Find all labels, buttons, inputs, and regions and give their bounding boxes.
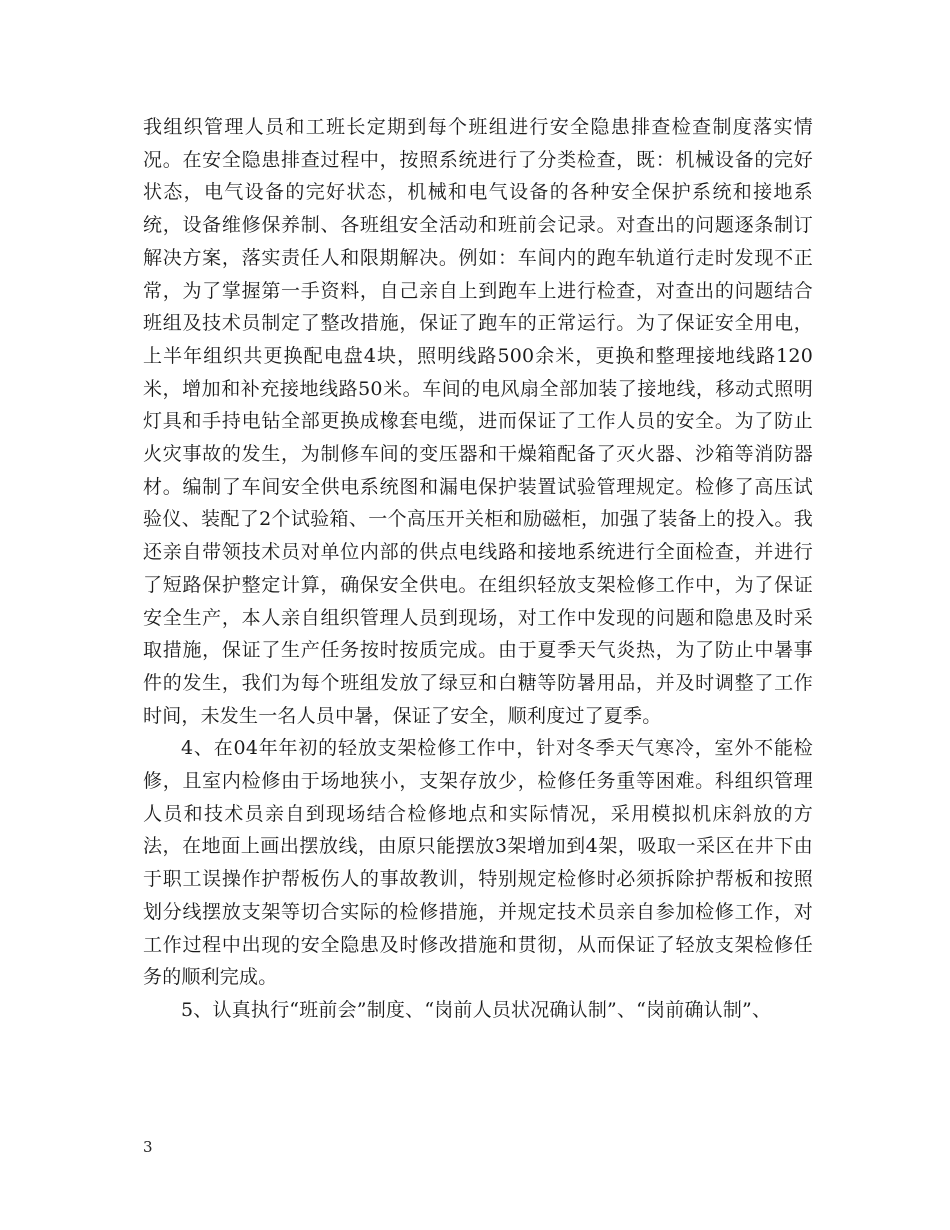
- paragraph-1: 我组织管理人员和工班长定期到每个班组进行安全隐患排查检查制度落实情况。在安全隐患排查过程中，按照系统进行了分类检查，既：机械设备的完好状态，电气设备的完好状态，机械和电气设备的各种安全保护系统和接地系统，设备维修保养制、各班组安全活动和班前会记录。对查出的问题逐条制订解决方案，落实责任人和限期解决。例如：车间内的跑车轨道行走时发现不正常，为了掌握第一手资料，自己亲自上到跑车上进行检查，对查出的问题结合班组及技术员制定了整改措施，保证了跑车的正常运行。为了保证安全用电，上半年组织共更换配电盘4块，照明线路500余米，更换和整理接地线路120米，增加和补充接地线路50米。车间的电风扇全部加装了接地线，移动式照明灯具和手持电钻全部更换成橡套电缆，进而保证了工作人员的安全。为了防止火灾事故的发生，为制修车间的变压器和干燥箱配备了灭火器、沙箱等消防器材。编制了车间安全供电系统图和漏电保护装置试验管理规定。检修了高压试验仪、装配了2个试验箱、一个高压开关柜和励磁柜，加强了装备上的投入。我还亲自带领技术员对单位内部的供点电线路和接地系统进行全面检查，并进行了短路保护整定计算，确保安全供电。在组织轻放支架检修工作中，为了保证安全生产，本人亲自组织管理人员到现场，对工作中发现的问题和隐患及时采取措施，保证了生产任务按时按质完成。由于夏季天气炎热，为了防止中暑事件的发生，我们为每个班组发放了绿豆和白糖等防暑用品，并及时调整了工作时间，未发生一名人员中暑，保证了安全，顺利度过了夏季。: [143, 116, 813, 727]
- paragraph-3: 5、认真执行“班前会”制度、“岗前人员状况确认制”、“岗前确认制”、: [181, 998, 772, 1021]
- paragraph-2: 4、在04年年初的轻放支架检修工作中，针对冬季天气寒冷，室外不能检修，且室内检修由于场地狭小，支架存放少，检修任务重等困难。科组织管理人员和技术员亲自到现场结合检修地点和实际情况，采用模拟机床斜放的方法，在地面上画出摆放线，由原只能摆放3架增加到4架，吸取一采区在井下由于职工误操作护帮板伤人的事故教训，特别规定检修时必须拆除护帮板和按照划分线摆放支架等切合实际的检修措施，并规定技术员亲自参加检修工作，对工作过程中出现的安全隐患及时修改措施和贯彻，从而保证了轻放支架检修任务的顺利完成。: [143, 737, 813, 989]
- page-number: 3: [143, 1138, 153, 1156]
- document-body: [143, 111, 813, 1027]
